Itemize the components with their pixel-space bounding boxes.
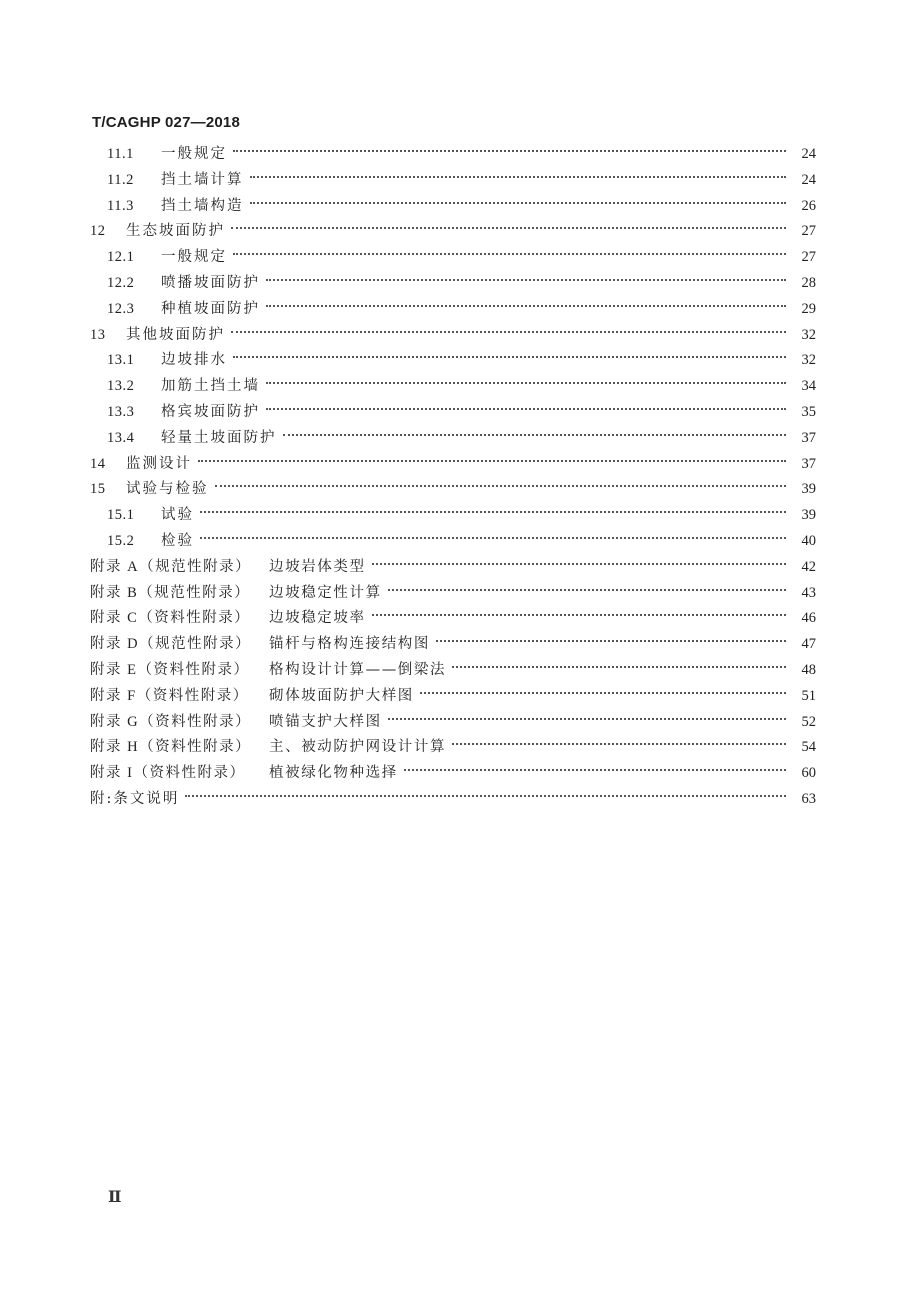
toc-dot-leader — [436, 640, 786, 642]
toc-entry-title: 附:条文说明 — [90, 790, 180, 807]
toc-entry-number: 14 — [90, 455, 106, 472]
toc-entry-page: 24 — [801, 146, 816, 162]
toc-dot-leader — [185, 795, 786, 797]
toc-dot-leader — [372, 614, 786, 616]
toc-entry-page: 46 — [801, 610, 816, 627]
toc-entry-number: 13 — [90, 326, 106, 343]
toc-entry[interactable] — [90, 194, 816, 220]
toc-entry[interactable] — [90, 735, 816, 761]
toc-entry-number: 12.3 — [107, 300, 135, 317]
toc-entry[interactable] — [90, 400, 816, 426]
toc-entry[interactable] — [90, 219, 816, 245]
toc-dot-leader — [215, 485, 787, 487]
toc-entry-page: 27 — [801, 223, 816, 240]
toc-dot-leader — [388, 718, 786, 720]
table-of-contents — [90, 142, 816, 813]
toc-entry-number: 11.3 — [107, 197, 134, 214]
toc-entry-title: 试验与检验 — [126, 481, 209, 498]
toc-dot-leader — [233, 150, 786, 152]
toc-entry[interactable] — [90, 348, 816, 374]
toc-entry-number: 附录 B（规范性附录） — [90, 584, 251, 601]
page-number: Ⅱ — [108, 1189, 122, 1206]
toc-entry-title: 其他坡面防护 — [126, 326, 225, 343]
toc-dot-leader — [283, 434, 787, 436]
toc-entry[interactable] — [90, 323, 816, 349]
toc-entry-number: 附录 I（资料性附录） — [90, 765, 246, 782]
toc-entry-number: 13.1 — [107, 352, 135, 369]
toc-entry-title: 轻量土坡面防护 — [161, 429, 277, 446]
toc-entry[interactable] — [90, 374, 816, 400]
toc-entry-page: 35 — [801, 403, 816, 420]
toc-entry[interactable] — [90, 632, 816, 658]
toc-entry-number: 15.1 — [107, 507, 135, 524]
toc-entry[interactable] — [90, 581, 816, 607]
toc-entry-page: 43 — [801, 584, 816, 601]
toc-entry-title: 加筋土挡土墙 — [161, 378, 260, 395]
toc-entry-page: 32 — [801, 352, 816, 369]
toc-dot-leader — [231, 331, 786, 333]
toc-dot-leader — [420, 692, 786, 694]
toc-dot-leader — [198, 460, 786, 462]
toc-dot-leader — [200, 537, 786, 539]
toc-entry-title: 砌体坡面防护大样图 — [269, 687, 414, 704]
toc-entry-number: 13.4 — [107, 429, 135, 446]
toc-dot-leader — [266, 408, 786, 410]
toc-dot-leader — [266, 305, 786, 307]
toc-entry-page: 51 — [801, 687, 816, 704]
toc-entry-number: 附录 F（资料性附录） — [90, 687, 249, 704]
toc-entry-page: 48 — [801, 661, 816, 678]
toc-entry-number: 附录 D（规范性附录） — [90, 636, 252, 653]
toc-entry-page: 39 — [801, 481, 816, 498]
toc-entry-title: 挡土墙计算 — [161, 171, 244, 188]
toc-entry-page: 32 — [801, 326, 816, 343]
toc-dot-leader — [266, 382, 786, 384]
toc-dot-leader — [266, 279, 786, 281]
toc-entry-number: 11.2 — [107, 171, 134, 188]
toc-entry-number: 15.2 — [107, 532, 135, 549]
toc-entry-title: 锚杆与格构连接结构图 — [269, 636, 430, 653]
toc-dot-leader — [200, 511, 786, 513]
toc-entry-page: 40 — [801, 532, 816, 549]
toc-entry-title: 生态坡面防护 — [126, 223, 225, 240]
toc-entry[interactable] — [90, 142, 816, 168]
toc-entry-number: 15 — [90, 481, 106, 498]
toc-entry[interactable] — [90, 761, 816, 787]
toc-entry-page: 29 — [801, 300, 816, 317]
toc-entry-page: 26 — [801, 197, 816, 214]
toc-entry[interactable] — [90, 710, 816, 736]
toc-entry[interactable] — [90, 426, 816, 452]
toc-entry-page: 47 — [801, 636, 816, 653]
toc-entry[interactable] — [90, 606, 816, 632]
toc-entry-title: 主、被动防护网设计计算 — [269, 739, 447, 756]
toc-entry-page: 60 — [801, 765, 816, 782]
toc-entry-number: 12.2 — [107, 274, 135, 291]
toc-entry-number: 附录 A（规范性附录） — [90, 558, 252, 575]
toc-entry[interactable] — [90, 684, 816, 710]
toc-entry-page: 37 — [801, 455, 816, 472]
toc-dot-leader — [233, 253, 786, 255]
toc-entry[interactable] — [90, 452, 816, 478]
toc-entry[interactable] — [90, 271, 816, 297]
toc-entry-title: 一般规定 — [161, 249, 227, 266]
toc-entry-title: 监测设计 — [126, 455, 192, 472]
toc-dot-leader — [250, 176, 787, 178]
toc-entry[interactable] — [90, 787, 816, 813]
toc-entry-title: 检验 — [161, 532, 194, 549]
toc-entry-title: 植被绿化物种选择 — [269, 765, 398, 782]
toc-entry-number: 11.1 — [107, 146, 134, 162]
toc-dot-leader — [233, 356, 786, 358]
toc-dot-leader — [388, 589, 786, 591]
toc-entry-page: 28 — [801, 274, 816, 291]
toc-dot-leader — [404, 769, 786, 771]
toc-entry-title: 试验 — [161, 507, 194, 524]
toc-entry-number: 附录 C（资料性附录） — [90, 610, 251, 627]
toc-entry-number: 12 — [90, 223, 106, 240]
toc-entry-page: 42 — [801, 558, 816, 575]
toc-dot-leader — [452, 666, 786, 668]
toc-dot-leader — [250, 202, 787, 204]
toc-entry[interactable] — [90, 503, 816, 529]
toc-entry-page: 34 — [801, 378, 816, 395]
toc-entry-title: 喷播坡面防护 — [161, 274, 260, 291]
toc-entry-page: 63 — [801, 790, 816, 807]
toc-entry-page: 39 — [801, 507, 816, 524]
toc-entry[interactable] — [90, 529, 816, 555]
toc-entry-number: 13.3 — [107, 403, 135, 420]
toc-entry-title: 一般规定 — [161, 146, 227, 162]
toc-entry-page: 52 — [801, 713, 816, 730]
toc-dot-leader — [231, 227, 786, 229]
toc-entry-title: 格宾坡面防护 — [161, 403, 260, 420]
toc-entry[interactable] — [90, 658, 816, 684]
toc-entry[interactable] — [90, 555, 816, 581]
toc-entry-title: 格构设计计算——倒梁法 — [269, 661, 447, 678]
toc-entry-title: 喷锚支护大样图 — [269, 713, 382, 730]
toc-entry-number: 附录 G（资料性附录） — [90, 713, 252, 730]
toc-entry-page: 27 — [801, 249, 816, 266]
toc-entry-number: 附录 E（资料性附录） — [90, 661, 250, 678]
toc-entry-title: 边坡稳定坡率 — [269, 610, 366, 627]
toc-entry-page: 37 — [801, 429, 816, 446]
toc-entry-title: 边坡稳定性计算 — [269, 584, 382, 601]
toc-entry[interactable] — [90, 168, 816, 194]
toc-entry-number: 12.1 — [107, 249, 135, 266]
toc-entry[interactable] — [90, 477, 816, 503]
toc-dot-leader — [372, 563, 786, 565]
document-code: T/CAGHP 027—2018 — [92, 114, 240, 131]
toc-entry-number: 附录 H（资料性附录） — [90, 739, 252, 756]
toc-entry-page: 24 — [801, 171, 816, 188]
toc-entry[interactable] — [90, 297, 816, 323]
toc-entry-title: 挡土墙构造 — [161, 197, 244, 214]
toc-entry[interactable] — [90, 245, 816, 271]
toc-dot-leader — [452, 743, 786, 745]
toc-entry-page: 54 — [801, 739, 816, 756]
toc-entry-title: 边坡排水 — [161, 352, 227, 369]
toc-entry-title: 种植坡面防护 — [161, 300, 260, 317]
toc-entry-title: 边坡岩体类型 — [269, 558, 366, 575]
toc-entry-number: 13.2 — [107, 378, 135, 395]
